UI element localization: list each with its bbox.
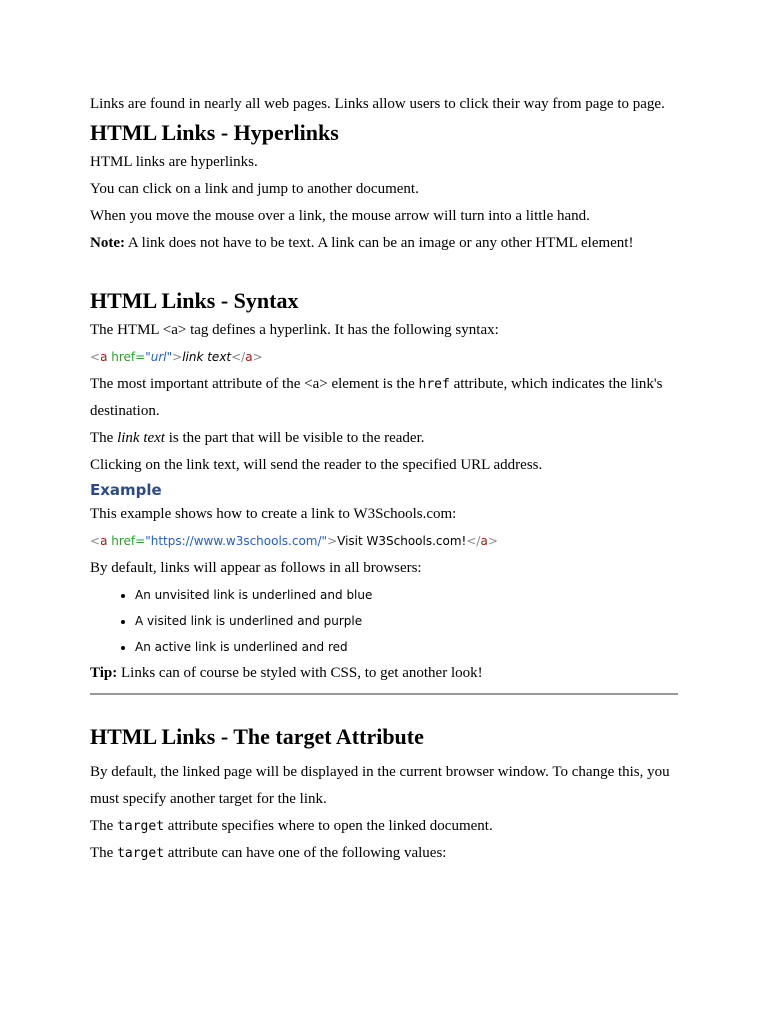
note-text: A link does not have to be text. A link can be an image or any other HTML element! xyxy=(124,235,634,251)
target-p3 xyxy=(90,840,680,867)
heading-hyperlinks: HTML Links - Hyperlinks xyxy=(90,120,339,145)
linktext-em: link text xyxy=(117,430,165,446)
tip-paragraph xyxy=(90,660,680,687)
code-value: url xyxy=(150,350,167,364)
code-gt: > xyxy=(172,350,183,364)
ex-lt: < xyxy=(90,534,101,548)
code-link-text: link text xyxy=(182,350,232,364)
hyperlinks-p3: When you move the mouse over a link, the mouse arrow will turn into a little hand. xyxy=(90,208,590,224)
target-p2-before: The xyxy=(90,818,118,834)
target-p2-after: attribute specifies where to open the linked document. xyxy=(164,818,493,834)
code-quote-open: " xyxy=(145,350,151,364)
ex-close-gt: > xyxy=(487,534,498,548)
href-code: href xyxy=(418,377,450,392)
link-text-paragraph xyxy=(90,425,680,452)
ex-tag: a xyxy=(100,534,108,548)
target-p3-code: target xyxy=(117,846,165,861)
code-quote-close: " xyxy=(166,350,173,364)
section-divider xyxy=(90,693,678,695)
linktext-after: is the part that will be visible to the reader. xyxy=(164,430,425,446)
href-after: attribute, which indicates the link's destination. xyxy=(90,376,663,419)
section-target xyxy=(90,722,680,867)
ex-gt: > xyxy=(327,534,338,548)
section-syntax xyxy=(90,286,680,695)
heading-target: HTML Links - The target Attribute xyxy=(90,724,424,749)
ex-close-lt: </ xyxy=(466,534,481,548)
hyperlinks-p1: HTML links are hyperlinks. xyxy=(90,154,258,170)
link-states-list xyxy=(90,582,680,660)
tip-text: Links can of course be styled with CSS, to get another look! xyxy=(117,665,483,681)
tip-label: Tip: xyxy=(90,665,118,681)
target-p2 xyxy=(90,813,680,840)
code-lt: < xyxy=(90,350,101,364)
ex-close-tag: a xyxy=(480,534,488,548)
href-before: The most important attribute of the <a> element is the xyxy=(90,376,419,392)
href-paragraph xyxy=(90,371,680,425)
example-paragraph: This example shows how to create a link to W3Schools.com: xyxy=(90,506,457,522)
note-paragraph xyxy=(90,230,680,257)
syntax-intro: The HTML <a> tag defines a hyperlink. It has the following syntax: xyxy=(90,322,499,338)
list-item: • An active link is underlined and red xyxy=(135,634,680,660)
target-p2-code: target xyxy=(117,819,165,834)
ex-attr: href xyxy=(107,534,136,548)
code-close-gt: > xyxy=(252,350,263,364)
ex-link-text: Visit W3Schools.com! xyxy=(337,534,467,548)
hyperlinks-p2: You can click on a link and jump to another document. xyxy=(90,181,419,197)
code-close-lt: </ xyxy=(231,350,246,364)
target-p3-after: attribute can have one of the following values: xyxy=(164,845,447,861)
note-label: Note: xyxy=(90,235,125,251)
code-close-tag: a xyxy=(245,350,253,364)
code-eq: = xyxy=(135,350,146,364)
default-paragraph: By default, links will appear as follows in all browsers: xyxy=(90,560,422,576)
linktext-before: The xyxy=(90,430,118,446)
target-p1: By default, the linked page will be displayed in the current browser window. To change this, you must specify another target for the link. xyxy=(90,764,670,807)
clicking-paragraph: Clicking on the link text, will send the reader to the specified URL address. xyxy=(90,457,543,473)
list-item: • A visited link is underlined and purple xyxy=(135,608,680,634)
ex-eq: = xyxy=(135,534,146,548)
code-tag: a xyxy=(100,350,108,364)
document-page xyxy=(90,91,680,867)
syntax-code-snippet xyxy=(90,344,680,371)
heading-syntax: HTML Links - Syntax xyxy=(90,288,299,313)
example-heading: Example xyxy=(90,481,162,499)
ex-value: "https://www.w3schools.com/" xyxy=(145,534,328,548)
list-item: • An unvisited link is underlined and blue xyxy=(135,582,680,608)
intro-paragraph: Links are found in nearly all web pages. Links allow users to click their way from page to page. xyxy=(90,96,665,112)
code-attr: href xyxy=(107,350,136,364)
example-code-snippet xyxy=(90,528,680,555)
target-p3-before: The xyxy=(90,845,118,861)
section-hyperlinks xyxy=(90,118,680,257)
